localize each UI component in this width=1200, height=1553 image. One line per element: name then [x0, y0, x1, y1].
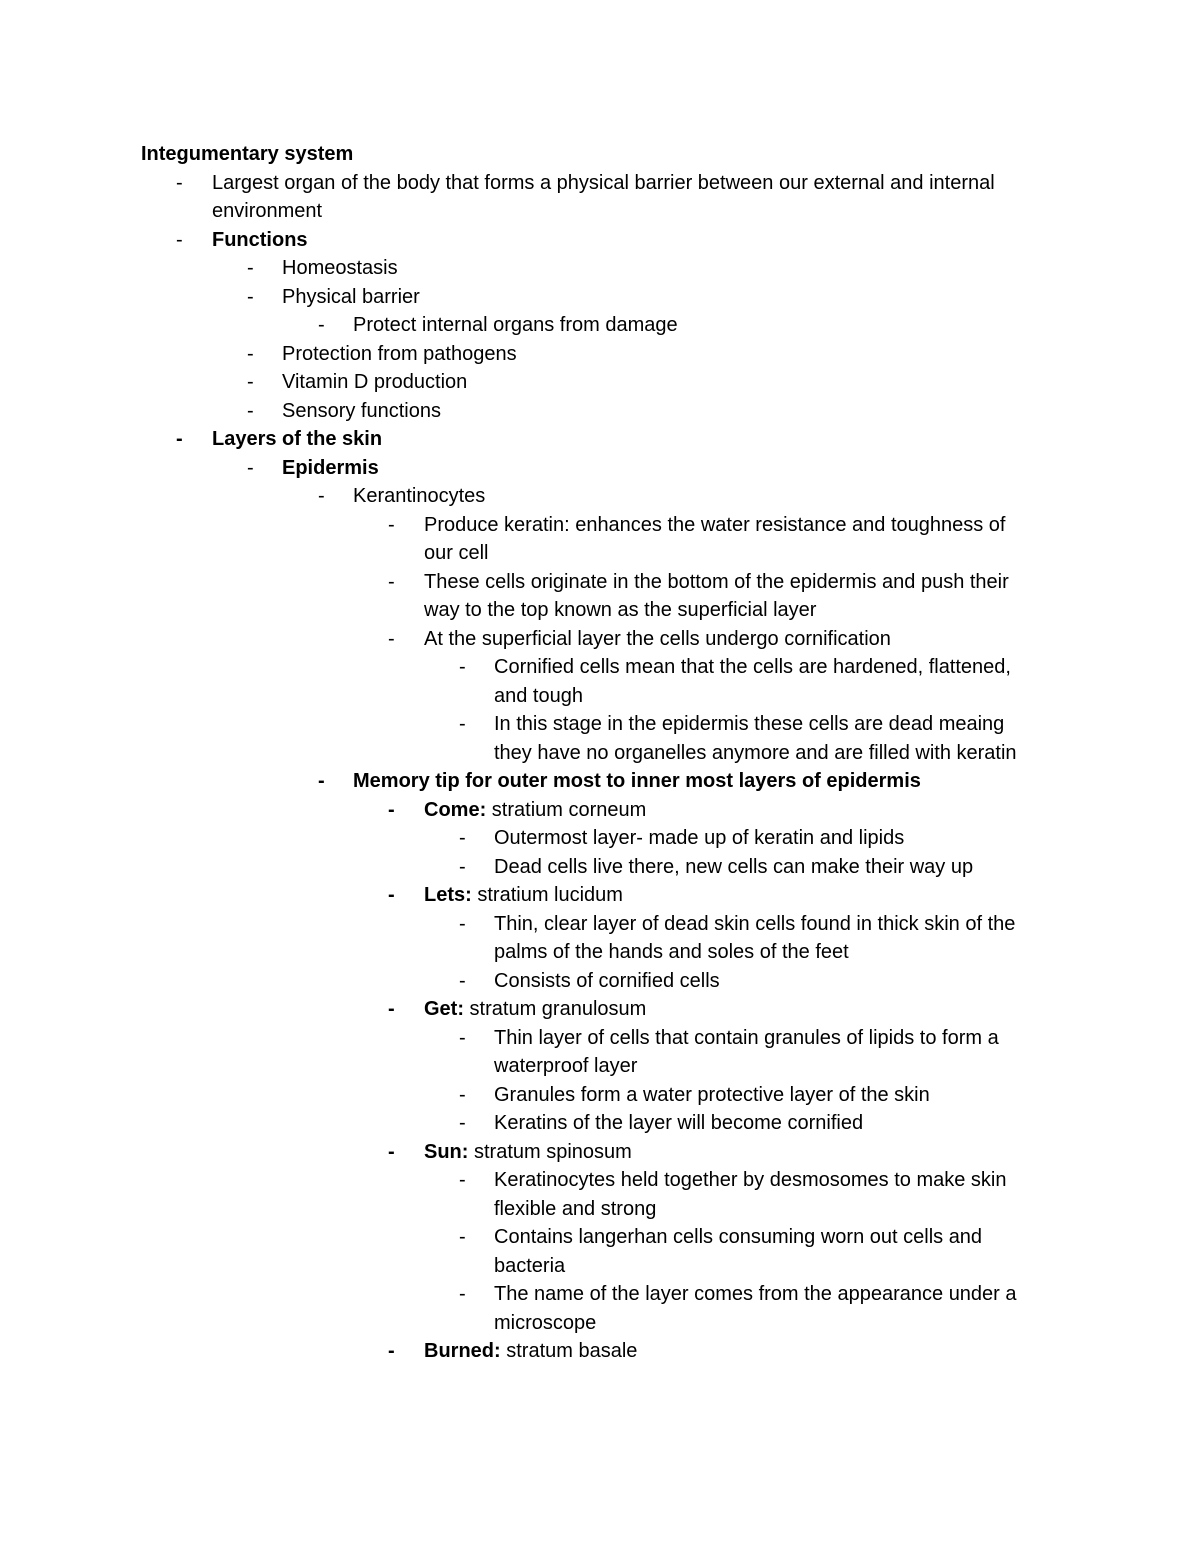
outline-item-text: Sensory functions: [282, 399, 441, 422]
outline-item: [0, 625, 1200, 653]
outline-item-text: Vitamin D production: [282, 371, 468, 393]
outline-item-text: flexible and strong: [494, 1197, 657, 1220]
outline-item: [0, 368, 1200, 396]
bullet-dash: -: [247, 399, 254, 422]
outline-item: [0, 1223, 1200, 1251]
bullet-dash: -: [459, 827, 466, 849]
outline-item-text: Epidermis: [282, 456, 379, 479]
bullet-dash: -: [388, 998, 395, 1020]
bullet-dash: -: [247, 257, 254, 279]
outline-item-text: Outermost layer- made up of keratin and lipids: [494, 827, 905, 849]
outline-item: [0, 995, 1200, 1023]
layer-name: stratum granulosum: [464, 998, 647, 1020]
outline-item: [0, 739, 1200, 767]
outline-item: [0, 767, 1200, 795]
bullet-dash: -: [459, 713, 466, 735]
bullet-dash: -: [459, 855, 466, 878]
outline-item-text: Consists of cornified cells: [494, 969, 720, 992]
outline-item-text: In this stage in the epidermis these cells are dead meaing: [494, 713, 1005, 735]
outline-item-text: and tough: [494, 684, 583, 707]
bullet-dash: -: [388, 627, 395, 650]
document-title: [0, 140, 1200, 168]
bullet-dash: -: [176, 171, 183, 194]
outline-item-text: palms of the hands and soles of the feet: [494, 941, 849, 963]
title-text: Integumentary system: [141, 143, 354, 165]
outline-item-text: [424, 881, 623, 909]
outline-item: [0, 796, 1200, 824]
outline-item-text: microscope: [494, 1311, 597, 1334]
outline-item: [0, 910, 1200, 938]
outline-item: [0, 169, 1200, 197]
outline-item: [0, 254, 1200, 282]
outline-item: [0, 710, 1200, 738]
bullet-dash: -: [176, 428, 183, 450]
bullet-dash: -: [247, 285, 254, 308]
bullet-dash: -: [318, 770, 325, 792]
bullet-dash: -: [459, 1169, 466, 1191]
outline-item: [0, 454, 1200, 482]
outline-item-text: Largest organ of the body that forms a physical barrier between our external and internal: [212, 171, 995, 194]
bullet-dash: -: [459, 656, 466, 678]
outline-item: [0, 1138, 1200, 1166]
outline-item-text: Kerantinocytes: [353, 485, 486, 507]
bullet-dash: -: [459, 1283, 466, 1305]
outline-item: [0, 340, 1200, 368]
bullet-dash: -: [247, 456, 254, 479]
bullet-dash: -: [459, 1226, 466, 1248]
bullet-dash: -: [176, 228, 183, 251]
outline-item: [0, 1109, 1200, 1137]
outline-item-text: Keratinocytes held together by desmosomes to make skin: [494, 1169, 1007, 1191]
outline-item-text: [424, 796, 646, 824]
outline-item: [0, 1280, 1200, 1308]
mnemonic-label: Get:: [424, 998, 464, 1020]
outline-item: [0, 1166, 1200, 1194]
outline-item: [0, 197, 1200, 225]
outline-item: [0, 482, 1200, 510]
outline-item-text: environment: [212, 200, 323, 222]
outline-item-text: Homeostasis: [282, 257, 398, 279]
outline-item: [0, 881, 1200, 909]
bullet-dash: -: [388, 570, 395, 593]
bullet-dash: -: [388, 798, 395, 821]
outline-item-text: Protect internal organs from damage: [353, 314, 678, 336]
bullet-dash: -: [388, 884, 395, 906]
outline-item-text: they have no organelles anymore and are filled with keratin: [494, 741, 1017, 764]
outline-item-text: Cornified cells mean that the cells are hardened, flattened,: [494, 656, 1011, 678]
outline-item: [0, 596, 1200, 624]
bullet-dash: -: [388, 1140, 395, 1163]
outline-item-text: Physical barrier: [282, 285, 420, 308]
outline-item-text: waterproof layer: [494, 1055, 638, 1077]
outline-item-text: Protection from pathogens: [282, 342, 517, 365]
bullet-dash: -: [318, 485, 325, 507]
bullet-dash: -: [459, 912, 466, 935]
bullet-dash: -: [247, 342, 254, 365]
outline-item-text: Layers of the skin: [212, 428, 383, 450]
outline-item-text: The name of the layer comes from the appearance under a: [494, 1283, 1017, 1305]
outline-item: [0, 1252, 1200, 1280]
outline-item-text: At the superficial layer the cells undergo cornification: [424, 627, 891, 650]
outline-item-text: Granules form a water protective layer of the skin: [494, 1083, 930, 1106]
outline-item-text: Produce keratin: enhances the water resistance and toughness of: [424, 513, 1006, 536]
bullet-dash: -: [459, 1112, 466, 1134]
outline-item: [0, 653, 1200, 681]
outline-item-text: Dead cells live there, new cells can make their way up: [494, 855, 974, 878]
outline-item-text: These cells originate in the bottom of the epidermis and push their: [424, 570, 1009, 593]
outline-item: [0, 397, 1200, 425]
outline-item: [0, 1195, 1200, 1223]
outline-item-text: way to the top known as the superficial layer: [424, 599, 817, 621]
mnemonic-label: Come:: [424, 798, 487, 821]
layer-name: stratum spinosum: [468, 1140, 632, 1163]
bullet-dash: -: [388, 513, 395, 536]
outline-item: [0, 938, 1200, 966]
outline-item-text: Thin layer of cells that contain granules of lipids to form a: [494, 1026, 999, 1049]
outline-item: [0, 425, 1200, 453]
outline-item-text: Keratins of the layer will become cornified: [494, 1112, 864, 1134]
outline-item-text: bacteria: [494, 1254, 566, 1277]
outline-item: [0, 539, 1200, 567]
layer-name: stratium lucidum: [471, 884, 623, 906]
bullet-dash: -: [459, 969, 466, 992]
outline-item-text: [424, 1337, 637, 1365]
bullet-dash: -: [388, 1340, 395, 1362]
outline-item: [0, 568, 1200, 596]
outline-item-text: Contains langerhan cells consuming worn out cells and: [494, 1226, 983, 1248]
layer-name: stratum basale: [500, 1340, 638, 1362]
bullet-dash: -: [247, 371, 254, 393]
outline-item: [0, 853, 1200, 881]
outline-item-text: Thin, clear layer of dead skin cells found in thick skin of the: [494, 912, 1016, 935]
outline-item-text: Functions: [212, 228, 308, 251]
outline-item: [0, 967, 1200, 995]
outline-item: [0, 682, 1200, 710]
outline-item: [0, 1024, 1200, 1052]
bullet-dash: -: [459, 1026, 466, 1049]
outline-item: [0, 1309, 1200, 1337]
outline-item: [0, 511, 1200, 539]
bullet-dash: -: [459, 1083, 466, 1106]
mnemonic-label: Burned:: [424, 1340, 501, 1362]
outline-item-text: Memory tip for outer most to inner most layers of epidermis: [353, 770, 921, 792]
outline-item: [0, 1052, 1200, 1080]
outline-item-text: [424, 995, 646, 1023]
outline-item: [0, 1337, 1200, 1365]
bullet-dash: -: [318, 314, 325, 336]
outline-item: [0, 824, 1200, 852]
outline-item: [0, 226, 1200, 254]
mnemonic-label: Lets:: [424, 884, 472, 906]
outline-item: [0, 283, 1200, 311]
layer-name: stratium corneum: [486, 798, 647, 821]
outline-item: [0, 1081, 1200, 1109]
outline-item-text: [424, 1138, 632, 1166]
outline-item: [0, 311, 1200, 339]
mnemonic-label: Sun:: [424, 1140, 469, 1163]
outline-item-text: our cell: [424, 542, 489, 564]
